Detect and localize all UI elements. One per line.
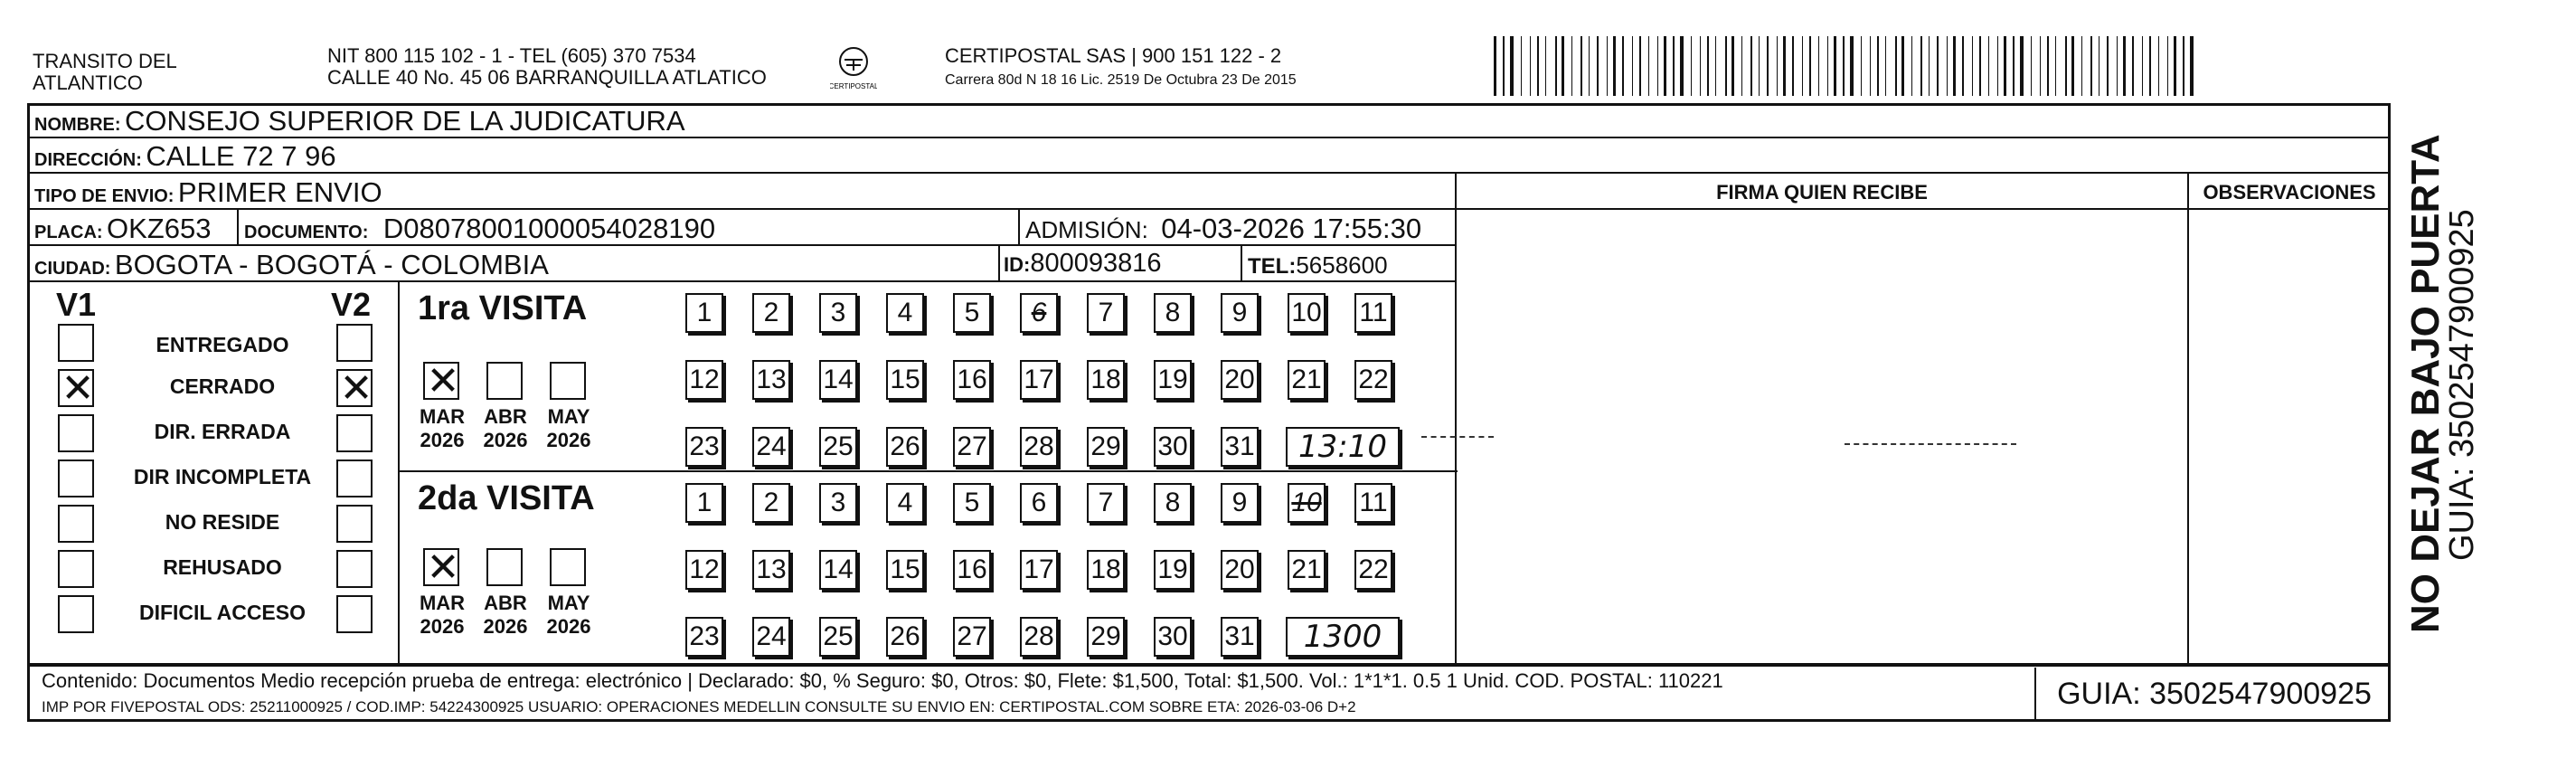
second-visit-day-24[interactable]: 24 (752, 617, 790, 657)
first-visit-day-20[interactable]: 20 (1221, 360, 1259, 400)
documento-value: D08078001000054028190 (382, 213, 716, 244)
imp-text: IMP POR FIVEPOSTAL ODS: 25211000925 / COD.IMP: 54224300925 USUARIO: OPERACIONES MEDELLIN CONSULTE SU ENVIO EN: CERTIPOSTAL.COM SOBRE ETA: 2026-03-06 D+2 (42, 698, 1356, 715)
side-guia: GUIA: 3502547900925 (2443, 209, 2481, 561)
reason-label: NO RESIDE (165, 510, 280, 534)
month-label: MAR 2026 (419, 592, 466, 638)
v2-checkbox[interactable] (336, 505, 373, 543)
v1-checkbox[interactable] (58, 414, 94, 452)
ciudad-row (34, 249, 549, 281)
first-visit-day-17[interactable]: 17 (1020, 360, 1058, 400)
second-visit-day-23[interactable]: 23 (685, 617, 723, 657)
first-visit-day-25[interactable]: 25 (819, 427, 857, 467)
address-line: CALLE 40 No. 45 06 BARRANQUILLA ATLATICO (327, 66, 767, 89)
first-visit-day-28[interactable]: 28 (1020, 427, 1058, 467)
second-visit-day-4[interactable]: 4 (886, 483, 924, 523)
first-visit-day-7[interactable]: 7 (1087, 293, 1125, 333)
first-visit-day-22[interactable]: 22 (1354, 360, 1392, 400)
second-visit-day-10[interactable]: 10 (1288, 483, 1326, 523)
tipo-row (34, 176, 382, 209)
contenido-text: Contenido: Documentos Medio recepción prueba de entrega: electrónico | Declarado: $0, % Seguro: $0, Otros: $0, Flete: $1,500, Total: $1,500. Vol.: 1*1*1. 0.5 1 Unid. COD. POSTAL: 110221 (42, 669, 1723, 692)
month-label: MAY 2026 (546, 592, 591, 638)
carrier-sub: Carrera 80d N 18 16 Lic. 2519 De Octubra 23 De 2015 (945, 72, 1297, 88)
month-label: ABR 2026 (483, 592, 528, 638)
tel-label: TEL: (1248, 254, 1297, 279)
first-visit-day-23[interactable]: 23 (685, 427, 723, 467)
nit-line: NIT 800 115 102 - 1 - TEL (605) 370 7534 (327, 44, 696, 67)
second-visit-day-30[interactable]: 30 (1154, 617, 1192, 657)
first-visit-day-8[interactable]: 8 (1154, 293, 1192, 333)
reason-label: DIR INCOMPLETA (133, 465, 312, 488)
v2-checkbox[interactable] (336, 550, 373, 588)
svg-text:CERTIPOSTAL: CERTIPOSTAL (830, 82, 877, 90)
direccion-value: CALLE 72 7 96 (146, 140, 336, 172)
v1-checkbox[interactable] (58, 366, 95, 411)
check-mark: ✕ (426, 545, 460, 590)
second-visit-day-1[interactable]: 1 (685, 483, 723, 523)
check-mark: ✕ (339, 366, 373, 411)
id-label: ID: (1004, 253, 1031, 276)
first-visit-day-5[interactable]: 5 (953, 293, 991, 333)
v2-checkbox[interactable] (336, 414, 373, 452)
second-visit-day-29[interactable]: 29 (1087, 617, 1125, 657)
first-visit-day-9[interactable]: 9 (1221, 293, 1259, 333)
first-visit-day-26[interactable]: 26 (886, 427, 924, 467)
v1-checkbox[interactable] (58, 595, 94, 633)
second-visit-day-25[interactable]: 25 (819, 617, 857, 657)
second-visit-day-3[interactable]: 3 (819, 483, 857, 523)
v1-checkbox[interactable] (58, 460, 94, 497)
v2-checkbox[interactable] (336, 460, 373, 497)
reason-label: ENTREGADO (156, 333, 289, 356)
second-visit-day-5[interactable]: 5 (953, 483, 991, 523)
second-visit-day-11[interactable]: 11 (1354, 483, 1392, 523)
first-visit-title: 1ra VISITA (418, 289, 588, 327)
second-visit-day-13[interactable]: 13 (752, 550, 790, 590)
first-visit-day-27[interactable]: 27 (953, 427, 991, 467)
v1-label: V1 (56, 286, 97, 323)
time-dash (1421, 436, 1494, 438)
check-mark: ✕ (426, 359, 460, 403)
second-visit-day-19[interactable]: 19 (1154, 550, 1192, 590)
first-visit-day-21[interactable]: 21 (1288, 360, 1326, 400)
v1-checkbox[interactable] (58, 550, 94, 588)
reason-label: CERRADO (169, 374, 276, 398)
first-visit-day-1[interactable]: 1 (685, 293, 723, 333)
guia-box: GUIA: 3502547900925 (2034, 668, 2392, 720)
first-visit-day-16[interactable]: 16 (953, 360, 991, 400)
second-visit-day-8[interactable]: 8 (1154, 483, 1192, 523)
first-visit-day-2[interactable]: 2 (752, 293, 790, 333)
first-visit-day-31[interactable]: 31 (1221, 427, 1259, 467)
ciudad-label: CIUDAD: (34, 259, 111, 279)
second-visit-day-31[interactable]: 31 (1221, 617, 1259, 657)
documento-row (244, 213, 715, 245)
second-visit-day-28[interactable]: 28 (1020, 617, 1058, 657)
firma-header: FIRMA QUIEN RECIBE (1716, 181, 1928, 204)
first-visit-day-29[interactable]: 29 (1087, 427, 1125, 467)
direccion-label: DIRECCIÓN: (34, 150, 142, 170)
first-visit-day-6[interactable]: 6 (1020, 293, 1058, 333)
id-value: 800093816 (1030, 249, 1162, 278)
placa-row (34, 213, 211, 245)
id-row (1004, 249, 1161, 279)
first-visit-day-30[interactable]: 30 (1154, 427, 1192, 467)
v2-checkbox[interactable] (336, 366, 373, 411)
first-visit-day-14[interactable]: 14 (819, 360, 857, 400)
second-visit-month-checkbox[interactable] (550, 548, 586, 586)
second-visit-day-17[interactable]: 17 (1020, 550, 1058, 590)
v2-label: V2 (331, 286, 372, 323)
admision-value: 04-03-2026 17:55:30 (1161, 213, 1422, 244)
second-visit-month-checkbox[interactable] (486, 548, 523, 586)
tipo-label: TIPO DE ENVIO: (34, 186, 175, 206)
nombre-label: NOMBRE: (34, 115, 121, 135)
placa-label: PLACA: (34, 223, 103, 242)
second-visit-day-2[interactable]: 2 (752, 483, 790, 523)
admision-row (1025, 213, 1421, 245)
tel-row (1248, 251, 1388, 280)
second-visit-title: 2da VISITA (418, 479, 595, 517)
first-visit-day-10[interactable]: 10 (1288, 293, 1326, 333)
first-visit-day-11[interactable]: 11 (1354, 293, 1392, 333)
nombre-row (34, 105, 685, 137)
certipostal-logo (830, 42, 877, 94)
placa-value: OKZ653 (107, 213, 212, 244)
first-visit-month-checkbox[interactable] (550, 362, 586, 400)
second-visit-day-15[interactable]: 15 (886, 550, 924, 590)
first-visit-month-checkbox[interactable] (486, 362, 523, 400)
tipo-value: PRIMER ENVIO (177, 176, 382, 208)
first-visit-day-19[interactable]: 19 (1154, 360, 1192, 400)
second-visit-time-box[interactable]: 1300 (1286, 617, 1400, 657)
second-visit-day-26[interactable]: 26 (886, 617, 924, 657)
admision-label: ADMISIÓN: (1025, 216, 1148, 243)
ciudad-value: BOGOTA - BOGOTÁ - COLOMBIA (114, 249, 549, 280)
direccion-row (34, 140, 336, 173)
nombre-value: CONSEJO SUPERIOR DE LA JUDICATURA (125, 105, 685, 137)
month-label: MAR 2026 (419, 405, 466, 451)
first-visit-day-15[interactable]: 15 (886, 360, 924, 400)
tel-value: 5658600 (1296, 251, 1388, 279)
v2-checkbox[interactable] (336, 595, 373, 633)
v2-checkbox[interactable] (336, 324, 373, 362)
second-visit-day-16[interactable]: 16 (953, 550, 991, 590)
reason-label: DIFICIL ACCESO (138, 601, 306, 624)
first-visit-day-12[interactable]: 12 (685, 360, 723, 400)
second-visit-day-27[interactable]: 27 (953, 617, 991, 657)
second-visit-day-22[interactable]: 22 (1354, 550, 1392, 590)
observaciones-header: OBSERVACIONES (2203, 181, 2376, 204)
documento-label: DOCUMENTO: (244, 223, 369, 242)
second-visit-day-7[interactable]: 7 (1087, 483, 1125, 523)
footer-frame (27, 663, 2391, 722)
second-visit-day-18[interactable]: 18 (1087, 550, 1125, 590)
second-visit-day-20[interactable]: 20 (1221, 550, 1259, 590)
first-visit-month-checkbox[interactable] (423, 359, 460, 403)
no-dejar-bajo-puerta: NO DEJAR BAJO PUERTA (2403, 134, 2448, 633)
second-visit-day-14[interactable]: 14 (819, 550, 857, 590)
month-label: ABR 2026 (483, 405, 528, 451)
reason-label: REHUSADO (163, 555, 282, 579)
carrier-line: CERTIPOSTAL SAS | 900 151 122 - 2 (945, 44, 1282, 67)
second-visit-day-6[interactable]: 6 (1020, 483, 1058, 523)
barcode (1494, 36, 2208, 96)
reason-label: DIR. ERRADA (154, 420, 291, 443)
company-name: TRANSITO DEL ATLANTICO (33, 50, 176, 94)
v1-checkbox[interactable] (58, 324, 94, 362)
first-visit-day-24[interactable]: 24 (752, 427, 790, 467)
first-visit-time-box[interactable]: 13:10 (1286, 427, 1400, 467)
check-mark: ✕ (61, 366, 95, 411)
second-visit-day-12[interactable]: 12 (685, 550, 723, 590)
first-visit-day-4[interactable]: 4 (886, 293, 924, 333)
second-visit-day-9[interactable]: 9 (1221, 483, 1259, 523)
first-visit-day-18[interactable]: 18 (1087, 360, 1125, 400)
signature-mark (1845, 443, 2016, 449)
month-label: MAY 2026 (546, 405, 591, 451)
v1-checkbox[interactable] (58, 505, 94, 543)
first-visit-day-3[interactable]: 3 (819, 293, 857, 333)
second-visit-month-checkbox[interactable] (423, 545, 460, 590)
second-visit-day-21[interactable]: 21 (1288, 550, 1326, 590)
first-visit-day-13[interactable]: 13 (752, 360, 790, 400)
